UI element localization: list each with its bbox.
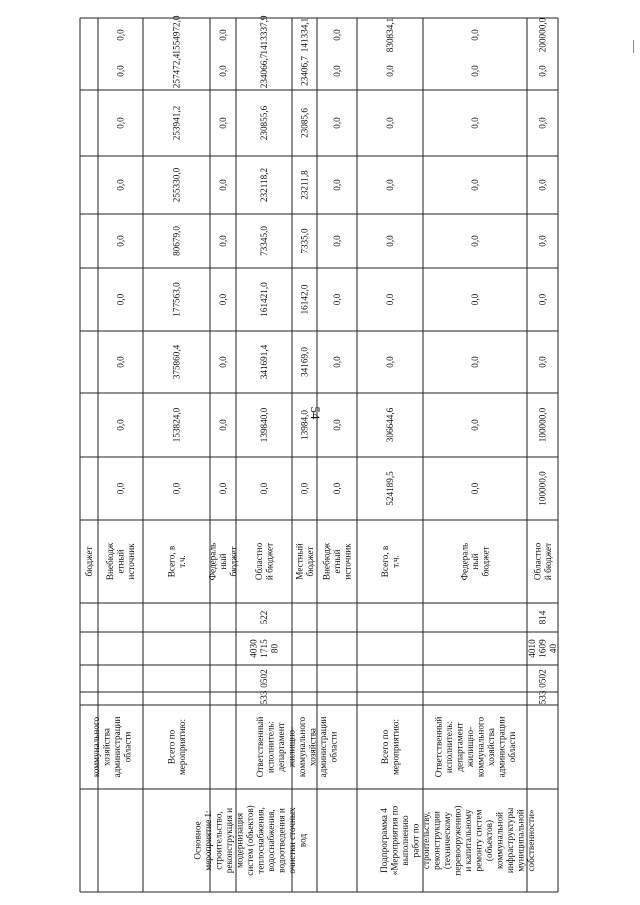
value-cell: 0,0 [470,179,480,191]
vr-cell: 522 [259,610,269,625]
value-cell: 200000,0 [537,17,548,53]
value-cell: 0,0 [385,356,395,368]
value-cell: 0,0 [115,235,126,247]
value-cell: 0,0 [332,65,342,77]
rzp-cell: 0502 [259,669,269,688]
value-cell: 23406,7 [299,56,310,86]
value-cell: 139840,0 [259,407,269,443]
value-cell: 0,0 [537,235,548,247]
value-cell: 7335,0 [299,228,310,254]
executor-cell: Ответственныйисполнитель:департаментжилищно-коммунальногохозяйстваадминистрацииобласти [254,716,339,778]
source-cell: Федеральныйбюджет [459,542,491,581]
value-cell: 0,0 [332,179,342,191]
value-cell: 0,0 [470,235,480,247]
value-cell: 0,0 [385,179,395,191]
value-cell: 0,0 [385,293,395,306]
value-cell: 34169,0 [299,347,310,377]
value-cell: 0,0 [218,419,228,431]
csr-cell: 4030171580 [248,639,280,658]
value-cell: 0,0 [470,356,480,368]
source-cell: бюджет [84,546,94,577]
value-cell: 0,0 [332,482,342,495]
value-cell: 0,0 [537,117,548,129]
vr-cell: 814 [537,610,548,625]
value-cell: 80679,0 [171,226,182,256]
source-cell: Всего, вт.ч. [379,545,401,578]
value-cell: 0,0 [115,419,126,431]
value-cell: 0,0 [470,65,480,77]
value-cell: 177563,0 [171,282,182,317]
value-cell: 375860,4 [171,344,182,380]
value-cell: 0,0 [470,117,480,129]
block-label: Основноемероприятие 1:строительство,реконструкция имодернизациясистем (объектов)теплоснабжения,водоснабжения,водоотведения иочистки сточныхвод [192,805,308,876]
executor-cell: Ответственныйисполнитель:департаментжилищно-коммунальногохозяйстваадминистрацииобласти [433,716,517,778]
value-cell: 253941,2 [171,105,182,141]
block-label: Подпрограмма 4«Мероприятия повыполнениюработ построительству,реконструкции(техническомуперевооружению)и капитальномуремонту систем(объектов)коммунальнойинфраструктурымуниципальнойсобственности» [379,805,536,876]
value-cell: 13984,0 [299,410,310,440]
source-cell: Федеральныйбюджет [207,542,239,581]
value-cell: 0,0 [218,65,228,77]
value-cell: 100000,0 [537,471,548,506]
value-cell: 0,0 [470,419,480,431]
value-cell: 1554972,0 [171,15,182,55]
value-cell: 0,0 [332,29,342,41]
value-cell: 0,0 [470,482,480,495]
value-cell: 1413337,9 [259,15,269,55]
page-number: 54 [308,406,323,420]
value-cell: 0,0 [218,117,228,129]
value-cell: 234066,7 [259,53,269,89]
executor-cell: коммунальногохозяйстваадминистрацииобласти [90,716,133,778]
source-cell: Областной бюджет [253,542,275,581]
value-cell: 0,0 [218,29,228,41]
value-cell: 0,0 [385,235,395,247]
value-cell: 73345,0 [259,226,269,256]
value-cell: 161421,0 [259,282,269,317]
value-cell: 0,0 [218,482,228,495]
value-cell: 23085,6 [299,108,310,138]
value-cell: 100000,0 [537,407,548,443]
value-cell: 0,0 [385,117,395,129]
value-cell: 0,0 [332,117,342,129]
value-cell: 153824,0 [171,407,182,443]
value-cell: 0,0 [115,356,126,368]
source-cell: Внебюджетныйисточник [105,542,136,581]
value-cell: 524189,5 [385,471,395,506]
value-cell: 0,0 [385,65,395,77]
value-cell: 0,0 [299,482,310,495]
value-cell: 0,0 [171,482,182,495]
value-cell: 0,0 [115,482,126,495]
value-cell: 0,0 [537,65,548,77]
value-cell: 0,0 [332,356,342,368]
value-cell: 0,0 [218,293,228,306]
value-cell: 341691,4 [259,344,269,380]
executor-cell: Всего помероприятию: [379,718,401,776]
value-cell: 0,0 [218,356,228,368]
value-cell: 0,0 [115,117,126,129]
value-cell: 830834,1 [385,17,395,53]
value-cell: 141334,1 [299,17,310,53]
value-cell: 230855,6 [259,105,269,141]
value-cell: 255330,0 [171,167,182,203]
value-cell: 0,0 [115,65,126,77]
value-cell: 0,0 [115,179,126,191]
value-cell: 0,0 [115,293,126,306]
value-cell: 0,0 [537,179,548,191]
source-cell: Всего, вт.ч. [166,545,187,578]
value-cell: 0,0 [332,235,342,247]
value-cell: 0,0 [218,179,228,191]
value-cell: 232118,2 [259,167,269,203]
value-cell: 0,0 [470,293,480,306]
pub-cell: 533 [537,690,548,705]
csr-cell: 4010160940 [527,639,558,658]
value-cell: 0,0 [470,29,480,41]
value-cell: 0,0 [218,235,228,247]
value-cell: 306644,6 [385,407,395,443]
source-cell: Местныйбюджет [294,543,315,580]
value-cell: 0,0 [332,419,342,431]
value-cell: 16142,0 [299,284,310,315]
value-cell: 23211,8 [299,170,310,200]
value-cell: 257472,4 [171,53,182,89]
value-cell: 0,0 [537,293,548,306]
value-cell: 0,0 [332,293,342,306]
value-cell: 0,0 [537,356,548,368]
rzp-cell: 0502 [537,669,548,688]
source-cell: Внебюджетныйисточник [321,542,353,581]
source-cell: Областной бюджет [532,542,553,581]
executor-cell: Всего помероприятию: [166,718,187,776]
value-cell: 0,0 [259,482,269,495]
value-cell: 0,0 [115,29,126,41]
pub-cell: 533 [259,690,269,705]
